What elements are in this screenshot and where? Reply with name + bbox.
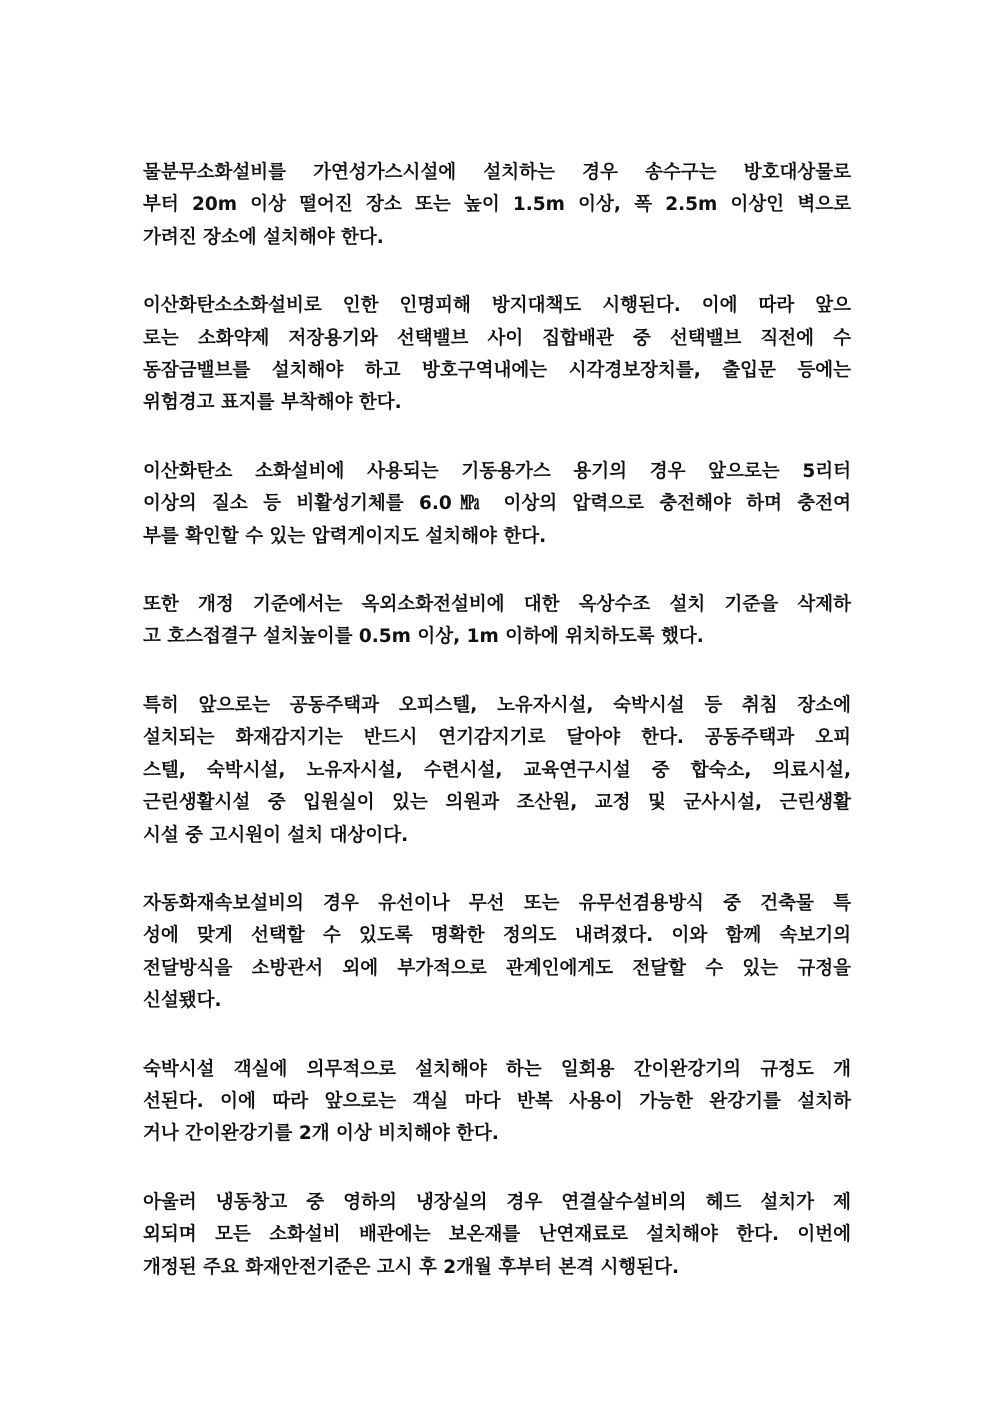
paragraph-line: 이산화탄소소화설비로 인한 인명피해 방지대책도 시행된다. 이에 따라 앞으 — [143, 295, 851, 317]
paragraph-line: 아울러 냉동창고 중 영하의 냉장실의 경우 연결살수설비의 헤드 설치가 제 — [143, 1191, 851, 1213]
paragraph-line: 또한 개정 기준에서는 옥외소화전설비에 대한 옥상수조 설치 기준을 삭제하 — [143, 594, 851, 616]
paragraph-8 — [143, 1187, 851, 1284]
paragraph-2 — [143, 290, 851, 420]
paragraph-7 — [143, 1054, 851, 1151]
paragraph-line: 자동화재속보설비의 경우 유선이나 무선 또는 유무선겸용방식 중 건축물 특 — [143, 892, 851, 914]
paragraph-line: 특히 앞으로는 공동주택과 오피스텔, 노유자시설, 숙박시설 등 취침 장소에 — [143, 694, 851, 716]
paragraph-line: 위험경고 표지를 부착해야 한다. — [143, 392, 402, 414]
paragraph-5 — [143, 690, 851, 852]
paragraph-line: 부터 20m 이상 떨어진 장소 또는 높이 1.5m 이상, 폭 2.5m 이상인 벽으로 — [143, 194, 851, 216]
paragraph-line: 선된다. 이에 따라 앞으로는 객실 마다 반복 사용이 가능한 완강기를 설치하 — [143, 1090, 851, 1112]
paragraph-line: 신설됐다. — [143, 990, 222, 1012]
paragraph-4 — [143, 589, 851, 654]
paragraph-3 — [143, 456, 851, 553]
document-body — [143, 157, 851, 1320]
paragraph-line: 이산화탄소 소화설비에 사용되는 기동용가스 용기의 경우 앞으로는 5리터 — [143, 460, 851, 482]
paragraph-line: 고 호스접결구 설치높이를 0.5m 이상, 1m 이하에 위치하도록 했다. — [143, 626, 704, 648]
paragraph-line: 로는 소화약제 저장용기와 선택밸브 사이 집합배관 중 선택밸브 직전에 수 — [143, 327, 851, 349]
paragraph-line: 전달방식을 소방관서 외에 부가적으로 관계인에게도 전달할 수 있는 규정을 — [143, 957, 851, 979]
paragraph-6 — [143, 888, 851, 1018]
paragraph-line: 숙박시설 객실에 의무적으로 설치해야 하는 일회용 간이완강기의 규정도 개 — [143, 1058, 851, 1080]
paragraph-line: 시설 중 고시원이 설치 대상이다. — [143, 824, 409, 846]
paragraph-line: 개정된 주요 화재안전기준은 고시 후 2개월 후부터 본격 시행된다. — [143, 1256, 680, 1278]
paragraph-line: 스텔, 숙박시설, 노유자시설, 수련시설, 교육연구시설 중 합숙소, 의료시설, — [143, 759, 851, 781]
paragraph-line: 가려진 장소에 설치해야 한다. — [143, 226, 384, 248]
paragraph-line: 설치되는 화재감지기는 반드시 연기감지기로 달아야 한다. 공동주택과 오피 — [143, 727, 851, 749]
paragraph-line: 거나 간이완강기를 2개 이상 비치해야 한다. — [143, 1123, 499, 1145]
paragraph-line: 물분무소화설비를 가연성가스시설에 설치하는 경우 송수구는 방호대상물로 — [143, 162, 851, 183]
paragraph-line: 성에 맞게 선택할 수 있도록 명확한 정의도 내려졌다. 이와 함께 속보기의 — [143, 925, 851, 947]
paragraph-1 — [143, 157, 851, 254]
paragraph-line: 외되며 모든 소화설비 배관에는 보온재를 난연재료로 설치해야 한다. 이번에 — [143, 1224, 851, 1246]
paragraph-line: 이상의 질소 등 비활성기체를 6.0㎫ 이상의 압력으로 충전해야 하며 충전여 — [143, 493, 851, 515]
paragraph-line: 부를 확인할 수 있는 압력게이지도 설치해야 한다. — [143, 525, 547, 547]
paragraph-line: 동잠금밸브를 설치해야 하고 방호구역내에는 시각경보장치를, 출입문 등에는 — [143, 360, 851, 382]
paragraph-line: 근린생활시설 중 입원실이 있는 의원과 조산원, 교정 및 군사시설, 근린생활 — [143, 792, 851, 814]
